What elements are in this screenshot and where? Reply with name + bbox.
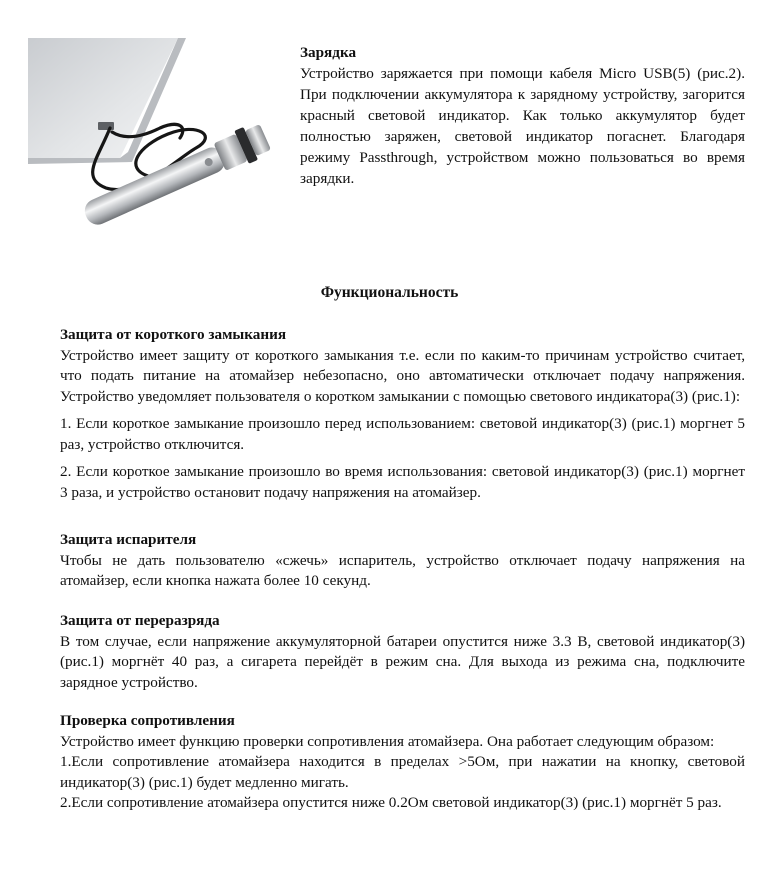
charging-heading: Зарядка bbox=[300, 44, 357, 61]
resistance-check-section bbox=[60, 711, 745, 814]
short-circuit-text: Устройство имеет защиту от короткого замыкания т.е. если по каким-то причинам устройство считает, что подать питание на атомайзер небезопасно, оно автоматически отключает подачу напряжения. Устройство уведомляет пользователя о коротком замыкании с помощью светового индикатора(3) (рис.1): bbox=[60, 346, 745, 405]
overdischarge-heading: Защита от переразряда bbox=[60, 612, 220, 629]
resistance-text: Устройство имеет функцию проверки сопротивления атомайзера. Она работает следующим образом: bbox=[60, 732, 715, 750]
short-circuit-item-1: 1. Если короткое замыкание произошло перед использованием: световой индикатор(3) (рис.1) моргнет 5 раз, устройство отключится. bbox=[60, 415, 745, 453]
charging-text: Устройство заряжается при помощи кабеля Micro USB(5) (рис.2). При подключении аккумулятора к зарядному устройству, загорится красный световой индикатор. Как только аккумулятор будет полностью заряжен, световой индикатор погаснет. Благодаря режиму Passthrough, устройством можно пользоваться во время зарядки. bbox=[300, 65, 745, 187]
resistance-item-1: 1.Если сопротивление атомайзера находится в пределах >5Ом, при нажатии на кнопку, световой индикатор(3) (рис.1) будет медленно мигать. bbox=[60, 753, 745, 791]
charging-product-photo bbox=[28, 38, 290, 228]
charging-section bbox=[300, 42, 745, 189]
laptop-image bbox=[28, 38, 186, 164]
resistance-item-2: 2.Если сопротивление атомайзера опустится ниже 0.2Ом световой индикатор(3) (рис.1) моргнёт 5 раз. bbox=[60, 794, 722, 811]
overdischarge-section bbox=[60, 611, 745, 693]
overdischarge-text: В том случае, если напряжение аккумуляторной батареи опустится ниже 3.3 В, световой индикатор(3) (рис.1) моргнёт 40 раз, а сигарета перейдёт в режим сна. Для выхода из режима сна, подключите зарядное устройство. bbox=[60, 632, 745, 691]
vaporizer-protection-section bbox=[60, 530, 745, 592]
vaporizer-text: Чтобы не дать пользователю «сжечь» испаритель, устройство отключает подачу напряжения на атомайзер, если кнопка нажата более 10 секунд. bbox=[60, 551, 745, 589]
resistance-heading: Проверка сопротивления bbox=[60, 712, 235, 729]
vaporizer-heading: Защита испарителя bbox=[60, 531, 197, 548]
short-circuit-heading: Защита от короткого замыкания bbox=[60, 326, 287, 343]
functionality-title: Функциональность bbox=[320, 284, 459, 301]
short-circuit-item-2: 2. Если короткое замыкание произошло во время использования: световой индикатор(3) (рис.1) моргнет 3 раза, и устройство остановит подачу напряжения на атомайзер. bbox=[60, 463, 745, 501]
short-circuit-section bbox=[60, 325, 745, 503]
